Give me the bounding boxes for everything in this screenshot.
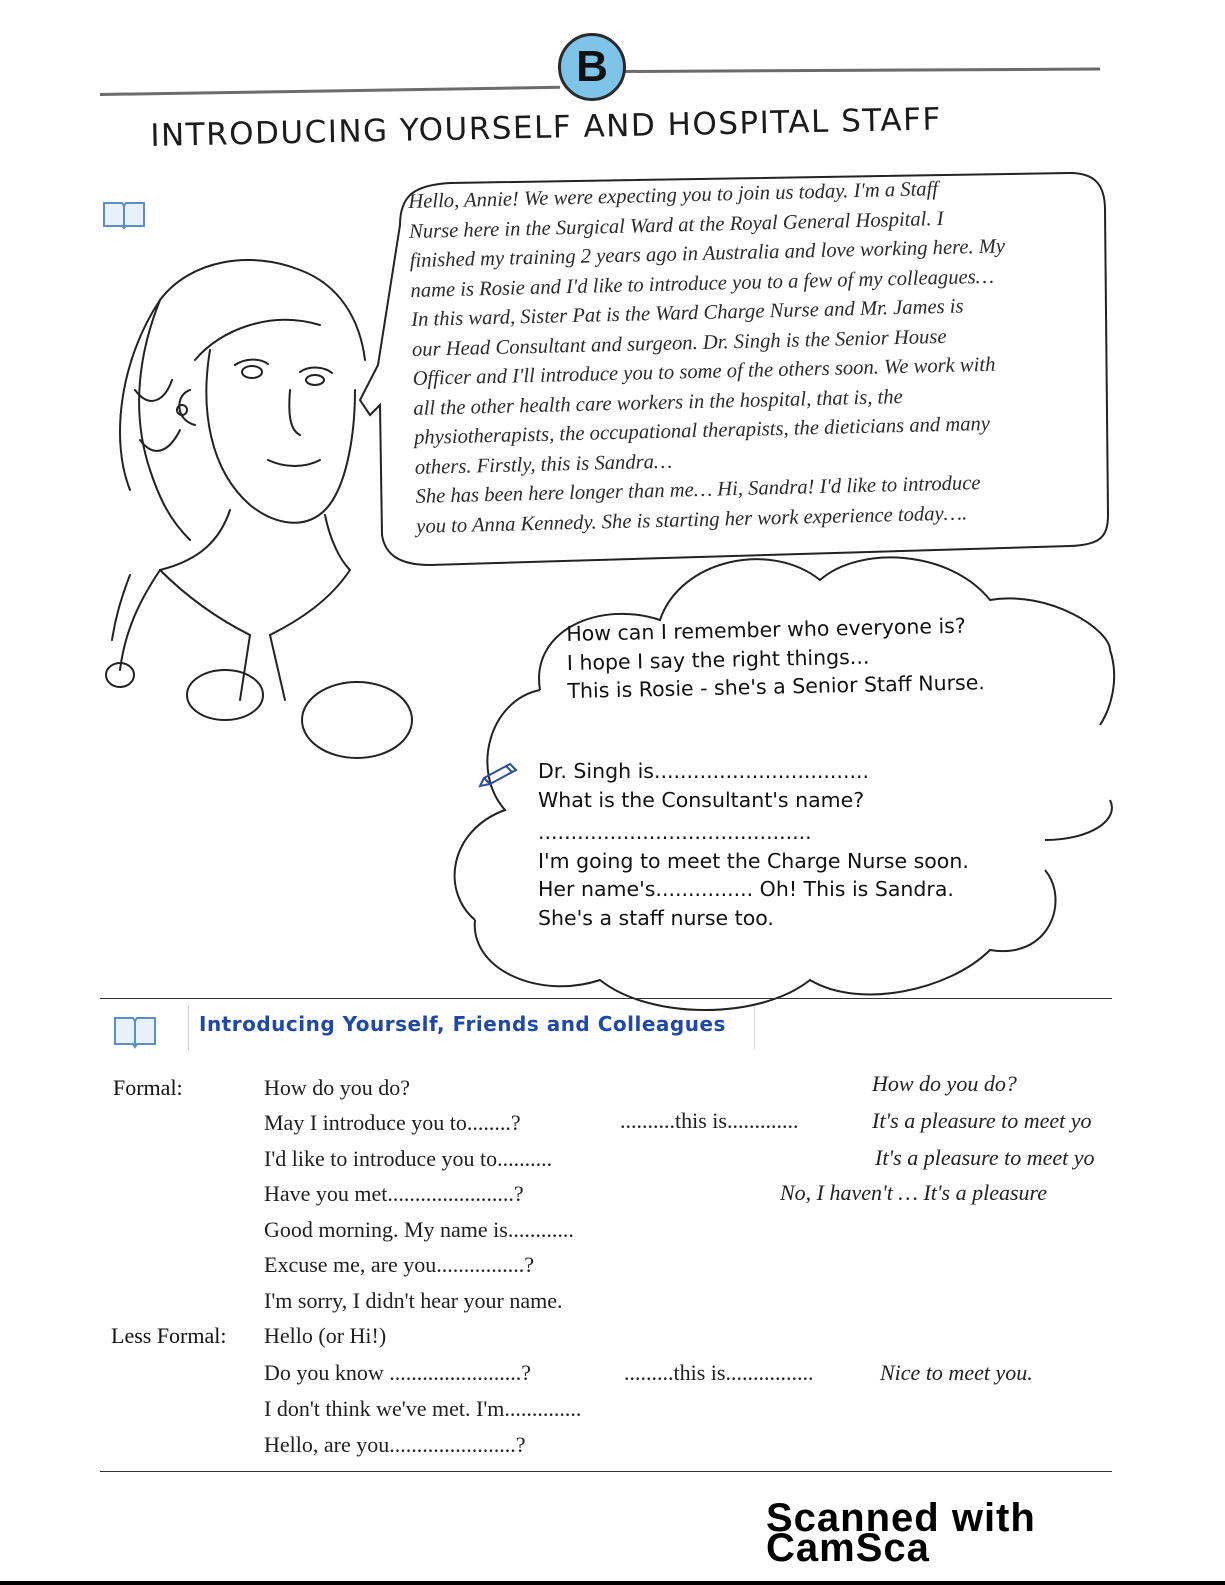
task-line: I'm going to meet the Charge Nurse soon. <box>538 848 969 873</box>
formal-label: Formal: <box>113 1075 183 1100</box>
thought-line: How can I remember who everyone is? <box>566 613 966 646</box>
speech-line: She has been here longer than me… Hi, Sandra! I'd like to introduce <box>415 472 981 508</box>
less-formal-label: Less Formal: <box>111 1323 227 1348</box>
task-line: Her name's............... Oh! This is Sandra. <box>538 877 954 901</box>
speech-line: you to Anna Kennedy. She is starting her work experience today…. <box>416 501 968 538</box>
bottom-divider <box>100 1471 1112 1472</box>
speech-line: others. Firstly, this is Sandra… <box>414 450 673 479</box>
speech-line: all the other health care workers in the hospital, that is, the <box>413 385 903 420</box>
formal-phrase: I'd like to introduce you to.......... <box>264 1146 553 1171</box>
formal-response: How do you do? <box>872 1071 1017 1096</box>
speech-line: finished my training 2 years ago in Australia and love working here. My <box>409 235 1006 272</box>
section-heading: Introducing Yourself, Friends and Colleagues <box>199 1012 726 1036</box>
task-line: She's a staff nurse too. <box>538 905 774 930</box>
book-icon <box>112 1014 158 1050</box>
formal-phrase: How do you do? <box>264 1075 411 1100</box>
formal-phrase: Excuse me, are you................? <box>264 1252 535 1277</box>
thought-line: I hope I say the right things... <box>566 644 870 675</box>
speech-line: our Head Consultant and surgeon. Dr. Singh is the Senior House <box>411 325 947 361</box>
pencil-icon <box>476 760 520 790</box>
less-formal-response: Nice to meet you. <box>880 1360 1033 1385</box>
thought-line: This is Rosie - she's a Senior Staff Nurse. <box>567 670 986 703</box>
less-formal-phrase: I don't think we've met. I'm.............. <box>264 1396 582 1421</box>
less-formal-middle: .........this is................ <box>624 1360 814 1385</box>
formal-phrase: Have you met.......................? <box>264 1181 524 1206</box>
less-formal-phrase: Hello (or Hi!) <box>264 1323 387 1348</box>
speech-text <box>408 171 1096 542</box>
formal-middle: ..........this is............. <box>620 1108 799 1133</box>
section-divider <box>100 998 1112 999</box>
book-icon <box>101 199 147 231</box>
thought-trail <box>100 640 430 760</box>
speech-line: name is Rosie and I'd like to introduce you to a few of my colleagues… <box>410 265 995 302</box>
speech-line: In this ward, Sister Pat is the Ward Charge Nurse and Mr. James is <box>410 295 964 331</box>
less-formal-phrase: Hello, are you.......................? <box>264 1432 526 1457</box>
formal-response: It's a pleasure to meet yo <box>875 1145 1095 1170</box>
speech-line: Officer and I'll introduce you to some of the others soon. We work with <box>412 353 996 390</box>
formal-phrase: Good morning. My name is............ <box>264 1217 574 1242</box>
page-title: INTRODUCING YOURSELF AND HOSPITAL STAFF <box>150 101 943 154</box>
task-line: .......................................... <box>538 820 812 844</box>
task-line: What is the Consultant's name? <box>538 787 865 812</box>
section-badge: B <box>558 33 626 101</box>
top-rule-left <box>100 86 560 96</box>
formal-phrase: I'm sorry, I didn't hear your name. <box>264 1288 563 1313</box>
thought-top <box>566 611 985 705</box>
speech-line: physiotherapists, the occupational therapists, the dieticians and many <box>413 412 991 449</box>
bottom-edge <box>0 1581 1225 1585</box>
speech-line: Nurse here in the Surgical Ward at the Royal General Hospital. I <box>408 207 944 243</box>
top-rule-right <box>624 68 1100 73</box>
formal-response: No, I haven't … It's a pleasure <box>780 1180 1048 1205</box>
task-line: Dr. Singh is................................. <box>538 759 870 783</box>
formal-phrase: May I introduce you to........? <box>264 1110 521 1135</box>
thought-task <box>538 757 969 932</box>
scanner-watermark <box>756 1496 1156 1570</box>
formal-response: It's a pleasure to meet yo <box>872 1108 1092 1133</box>
less-formal-phrase: Do you know ........................? <box>264 1360 532 1385</box>
speech-line: Hello, Annie! We were expecting you to join us today. I'm a Staff <box>408 178 939 213</box>
watermark-text: Scanned with CamSca <box>766 1496 1036 1570</box>
